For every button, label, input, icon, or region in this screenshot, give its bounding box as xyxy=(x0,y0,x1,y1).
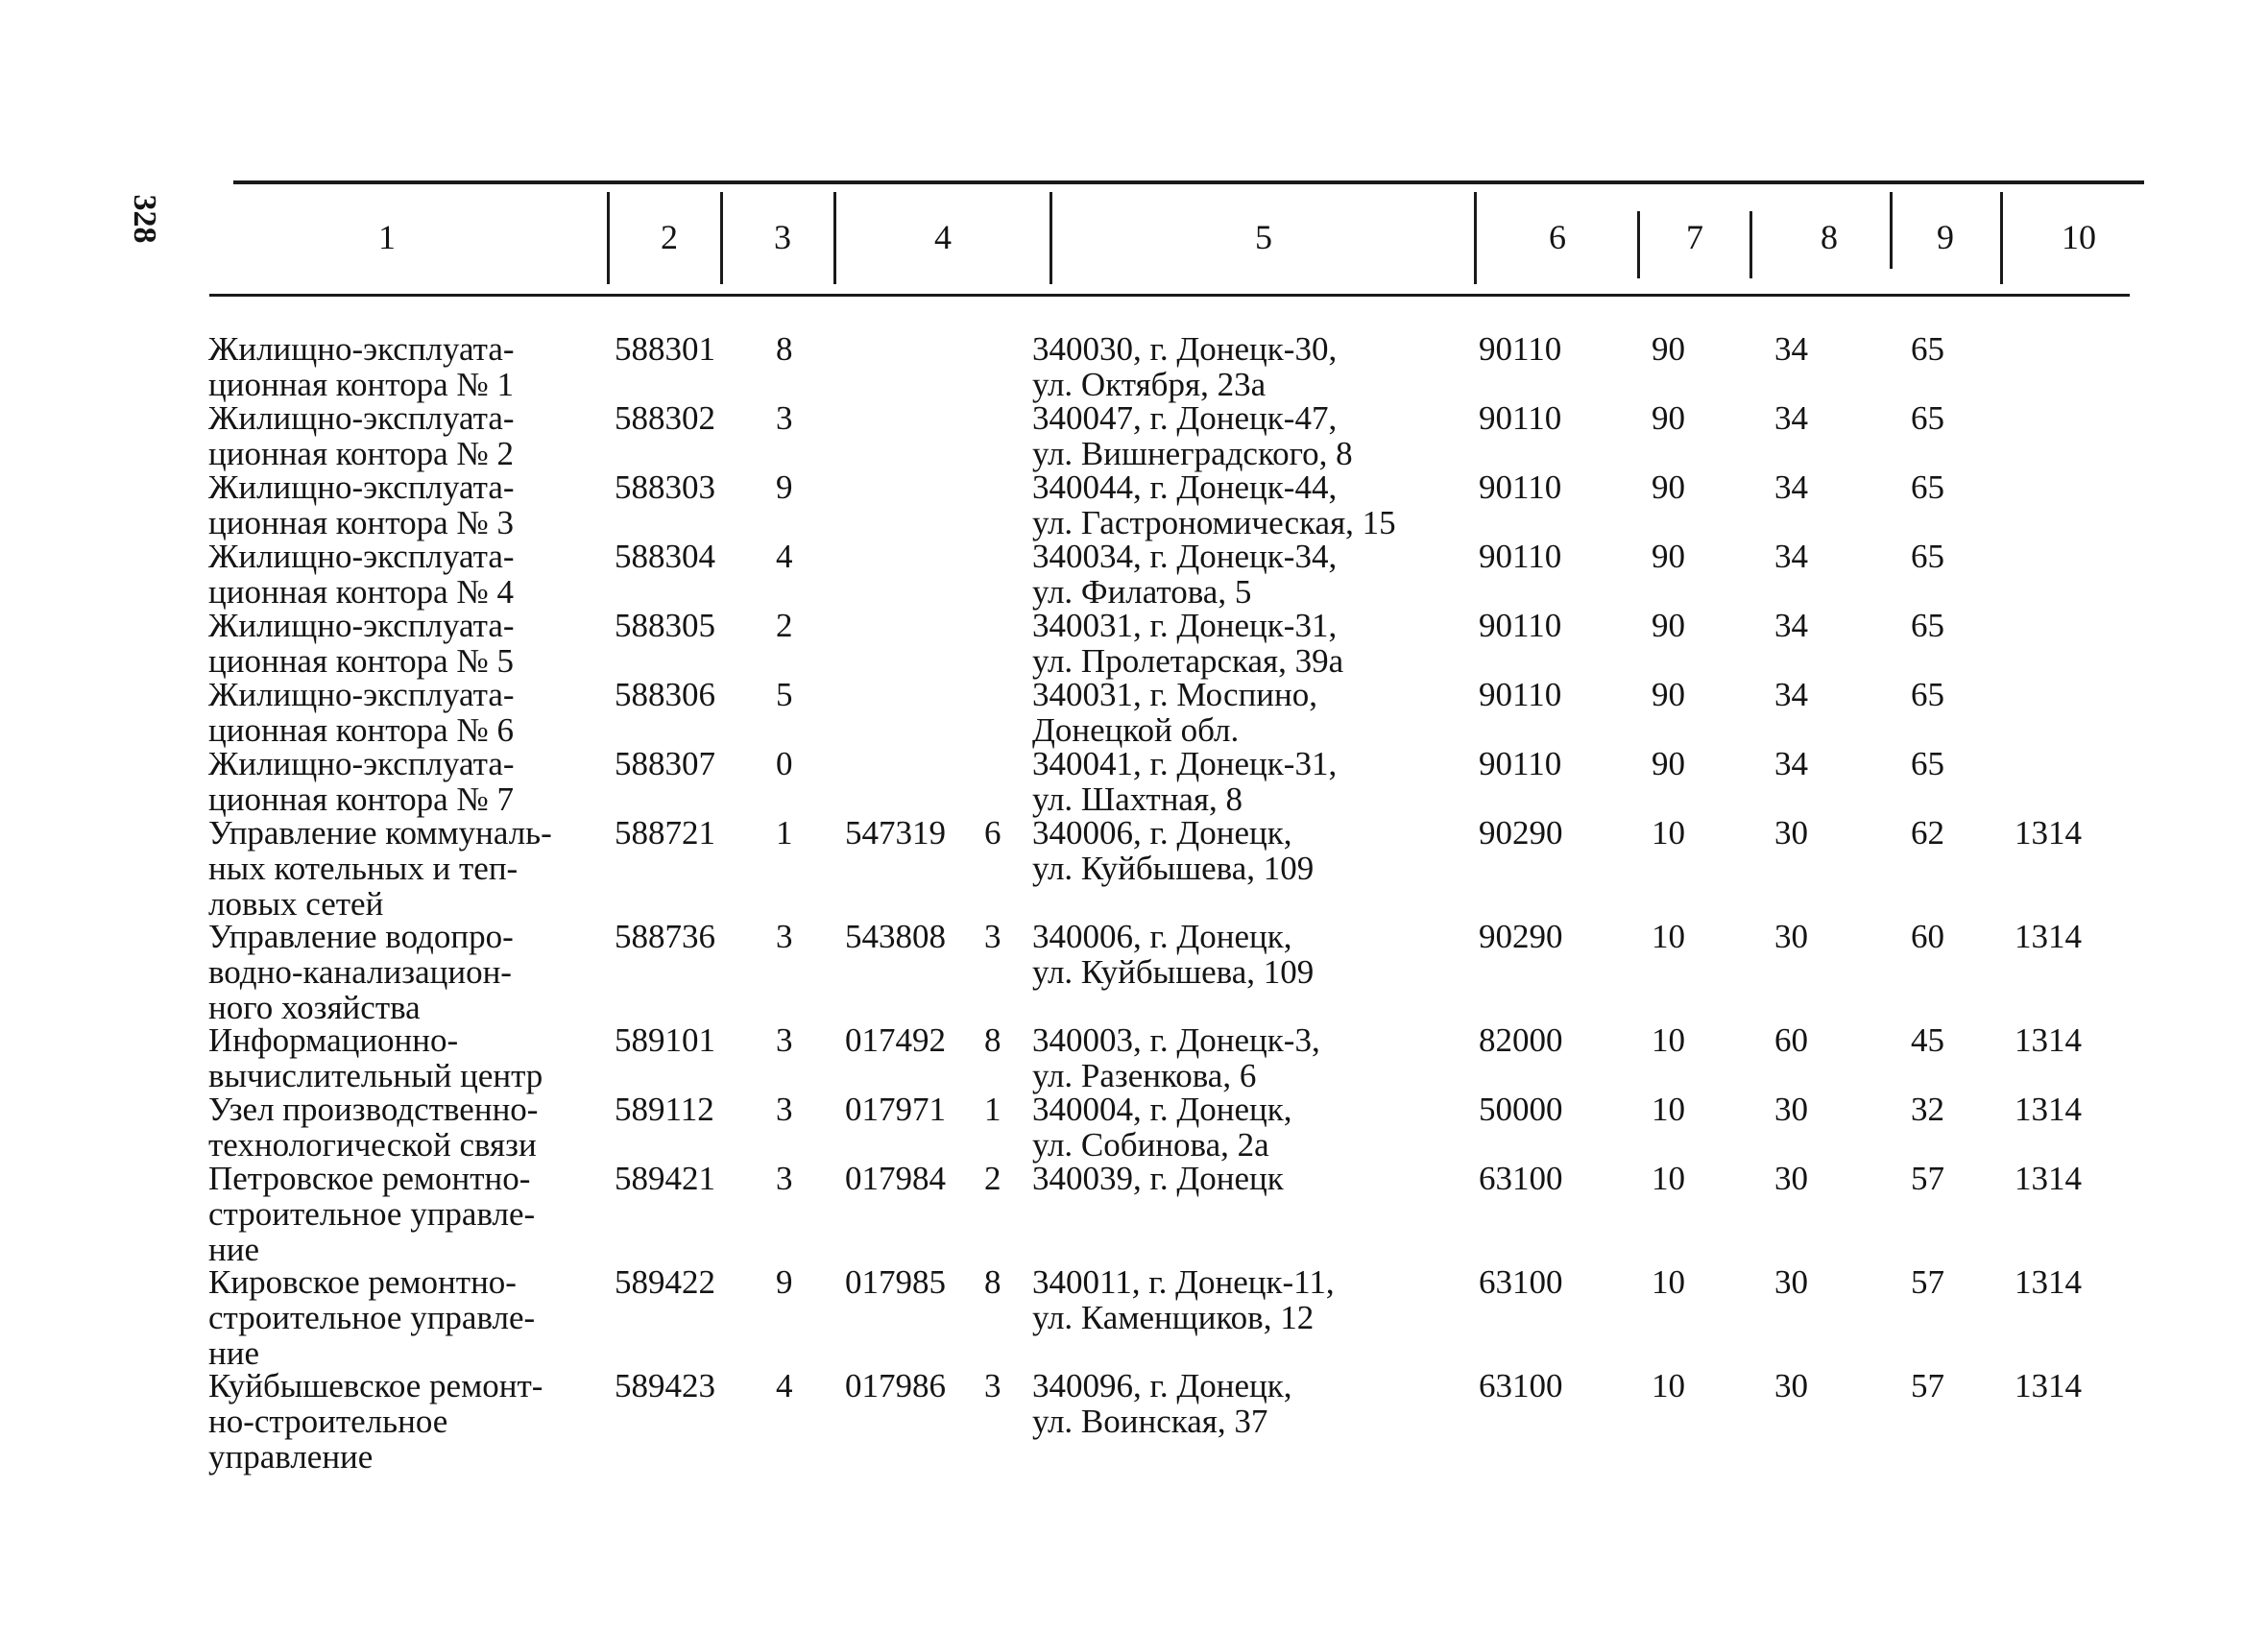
enterprise-check-digit: 4 xyxy=(776,538,793,575)
column-header: 3 xyxy=(774,218,791,256)
col-9-value: 65 xyxy=(1911,330,1944,368)
okpo-code: 017986 xyxy=(845,1367,946,1404)
address-line: 340034, г. Донецк-34, xyxy=(1032,538,1338,575)
col-7-value: 90 xyxy=(1652,607,1685,644)
col-6-value: 90290 xyxy=(1479,918,1563,955)
address-line: ул. Гастрономическая, 15 xyxy=(1032,504,1396,541)
enterprise-check-digit: 1 xyxy=(776,814,793,852)
col-6-value: 90110 xyxy=(1479,399,1562,437)
org-name-line: Жилищно-эксплуата- xyxy=(208,468,515,506)
header-divider xyxy=(607,192,610,284)
enterprise-code: 588303 xyxy=(615,468,715,506)
enterprise-check-digit: 4 xyxy=(776,1367,793,1404)
col-6-value: 90290 xyxy=(1479,814,1563,852)
enterprise-check-digit: 3 xyxy=(776,1021,793,1059)
org-name-line: Жилищно-эксплуата- xyxy=(208,538,515,575)
org-name-line: ционная контора № 7 xyxy=(208,780,515,818)
org-name-line: Узел производственно- xyxy=(208,1091,539,1128)
enterprise-code: 588302 xyxy=(615,399,715,437)
enterprise-code: 589112 xyxy=(615,1091,714,1128)
col-9-value: 45 xyxy=(1911,1021,1944,1059)
col-6-value: 82000 xyxy=(1479,1021,1563,1059)
org-name-line: ционная контора № 5 xyxy=(208,642,515,680)
okpo-check-digit: 1 xyxy=(984,1091,1001,1128)
address-line: 340006, г. Донецк, xyxy=(1032,918,1292,955)
col-9-value: 65 xyxy=(1911,607,1944,644)
col-10-value: 1314 xyxy=(2015,1367,2082,1404)
col-8-value: 30 xyxy=(1774,918,1808,955)
header-bottom-rule xyxy=(209,294,2130,297)
col-10-value: 1314 xyxy=(2015,1263,2082,1301)
col-7-value: 90 xyxy=(1652,538,1685,575)
org-name-line: но-строительное xyxy=(208,1403,448,1440)
col-8-value: 34 xyxy=(1774,538,1808,575)
column-header: 7 xyxy=(1686,218,1703,256)
enterprise-code: 589423 xyxy=(615,1367,715,1404)
col-7-value: 10 xyxy=(1652,814,1685,852)
org-name-line: ловых сетей xyxy=(208,885,384,923)
org-name-line: ного хозяйства xyxy=(208,989,421,1026)
header-divider xyxy=(1474,192,1477,284)
org-name-line: ционная контора № 1 xyxy=(208,366,515,403)
column-header: 1 xyxy=(378,218,396,256)
col-9-value: 32 xyxy=(1911,1091,1944,1128)
okpo-code: 017985 xyxy=(845,1263,946,1301)
address-line: 340096, г. Донецк, xyxy=(1032,1367,1292,1404)
org-name-line: Жилищно-эксплуата- xyxy=(208,676,515,713)
col-7-value: 10 xyxy=(1652,1263,1685,1301)
col-9-value: 65 xyxy=(1911,399,1944,437)
address-line: ул. Каменщиков, 12 xyxy=(1032,1299,1315,1336)
col-8-value: 60 xyxy=(1774,1021,1808,1059)
enterprise-check-digit: 3 xyxy=(776,918,793,955)
org-name-line: ционная контора № 4 xyxy=(208,573,515,611)
address-line: ул. Собинова, 2а xyxy=(1032,1126,1269,1164)
org-name-line: Информационно- xyxy=(208,1021,459,1059)
col-6-value: 90110 xyxy=(1479,468,1562,506)
col-8-value: 34 xyxy=(1774,399,1808,437)
enterprise-code: 588305 xyxy=(615,607,715,644)
address-line: 340011, г. Донецк-11, xyxy=(1032,1263,1335,1301)
enterprise-check-digit: 3 xyxy=(776,1091,793,1128)
org-name-line: Петровское ремонтно- xyxy=(208,1160,531,1197)
col-8-value: 34 xyxy=(1774,607,1808,644)
address-line: ул. Вишнеградского, 8 xyxy=(1032,435,1353,472)
address-line: 340039, г. Донецк xyxy=(1032,1160,1284,1197)
org-name-line: ние xyxy=(208,1334,259,1372)
org-name-line: строительное управле- xyxy=(208,1299,536,1336)
enterprise-check-digit: 5 xyxy=(776,676,793,713)
address-line: 340047, г. Донецк-47, xyxy=(1032,399,1338,437)
org-name-line: Кировское ремонтно- xyxy=(208,1263,517,1301)
col-8-value: 30 xyxy=(1774,814,1808,852)
col-8-value: 30 xyxy=(1774,1091,1808,1128)
col-8-value: 30 xyxy=(1774,1367,1808,1404)
address-line: 340004, г. Донецк, xyxy=(1032,1091,1292,1128)
col-6-value: 50000 xyxy=(1479,1091,1563,1128)
column-header: 9 xyxy=(1937,218,1954,256)
okpo-check-digit: 3 xyxy=(984,918,1001,955)
org-name-line: ние xyxy=(208,1231,259,1268)
address-line: 340031, г. Моспино, xyxy=(1032,676,1318,713)
col-7-value: 90 xyxy=(1652,330,1685,368)
col-10-value: 1314 xyxy=(2015,1021,2082,1059)
enterprise-code: 589101 xyxy=(615,1021,715,1059)
org-name-line: Управление водопро- xyxy=(208,918,514,955)
address-line: ул. Октября, 23а xyxy=(1032,366,1267,403)
enterprise-check-digit: 9 xyxy=(776,468,793,506)
address-line: 340030, г. Донецк-30, xyxy=(1032,330,1338,368)
col-10-value: 1314 xyxy=(2015,918,2082,955)
okpo-check-digit: 2 xyxy=(984,1160,1001,1197)
header-divider xyxy=(1749,211,1752,278)
address-line: 340006, г. Донецк, xyxy=(1032,814,1292,852)
okpo-code: 543808 xyxy=(845,918,946,955)
org-name-line: вычислительный центр xyxy=(208,1057,543,1094)
org-name-line: ционная контора № 3 xyxy=(208,504,515,541)
col-9-value: 62 xyxy=(1911,814,1944,852)
col-6-value: 90110 xyxy=(1479,330,1562,368)
enterprise-check-digit: 3 xyxy=(776,399,793,437)
header-divider xyxy=(720,192,723,284)
okpo-code: 547319 xyxy=(845,814,946,852)
column-header: 2 xyxy=(661,218,678,256)
col-7-value: 90 xyxy=(1652,676,1685,713)
okpo-check-digit: 8 xyxy=(984,1021,1001,1059)
header-divider xyxy=(833,192,836,284)
address-line: 340041, г. Донецк-31, xyxy=(1032,745,1338,782)
col-7-value: 90 xyxy=(1652,468,1685,506)
top-rule xyxy=(233,180,2144,184)
col-9-value: 57 xyxy=(1911,1160,1944,1197)
col-7-value: 90 xyxy=(1652,399,1685,437)
col-7-value: 10 xyxy=(1652,1021,1685,1059)
org-name-line: Управление коммуналь- xyxy=(208,814,552,852)
col-6-value: 90110 xyxy=(1479,745,1562,782)
enterprise-check-digit: 8 xyxy=(776,330,793,368)
col-9-value: 65 xyxy=(1911,468,1944,506)
col-8-value: 30 xyxy=(1774,1160,1808,1197)
org-name-line: Жилищно-эксплуата- xyxy=(208,399,515,437)
org-name-line: водно-канализацион- xyxy=(208,953,512,991)
col-9-value: 65 xyxy=(1911,538,1944,575)
address-line: ул. Воинская, 37 xyxy=(1032,1403,1268,1440)
enterprise-code: 588304 xyxy=(615,538,715,575)
column-header: 8 xyxy=(1821,218,1838,256)
col-9-value: 60 xyxy=(1911,918,1944,955)
column-header: 6 xyxy=(1549,218,1566,256)
col-9-value: 57 xyxy=(1911,1367,1944,1404)
col-8-value: 34 xyxy=(1774,468,1808,506)
col-7-value: 10 xyxy=(1652,1367,1685,1404)
enterprise-code: 589421 xyxy=(615,1160,715,1197)
address-line: ул. Пролетарская, 39а xyxy=(1032,642,1344,680)
okpo-code: 017492 xyxy=(845,1021,946,1059)
enterprise-check-digit: 0 xyxy=(776,745,793,782)
col-9-value: 65 xyxy=(1911,676,1944,713)
okpo-check-digit: 6 xyxy=(984,814,1001,852)
col-6-value: 90110 xyxy=(1479,538,1562,575)
org-name-line: технологической связи xyxy=(208,1126,537,1164)
org-name-line: ционная контора № 2 xyxy=(208,435,515,472)
header-divider xyxy=(1890,192,1893,269)
col-6-value: 63100 xyxy=(1479,1160,1563,1197)
col-6-value: 90110 xyxy=(1479,676,1562,713)
col-9-value: 65 xyxy=(1911,745,1944,782)
okpo-code: 017984 xyxy=(845,1160,946,1197)
col-7-value: 10 xyxy=(1652,1091,1685,1128)
org-name-line: Жилищно-эксплуата- xyxy=(208,330,515,368)
col-6-value: 90110 xyxy=(1479,607,1562,644)
column-header: 4 xyxy=(934,218,952,256)
col-7-value: 90 xyxy=(1652,745,1685,782)
enterprise-check-digit: 3 xyxy=(776,1160,793,1197)
org-name-line: Жилищно-эксплуата- xyxy=(208,745,515,782)
address-line: ул. Филатова, 5 xyxy=(1032,573,1252,611)
enterprise-code: 588301 xyxy=(615,330,715,368)
col-10-value: 1314 xyxy=(2015,1091,2082,1128)
address-line: ул. Куйбышева, 109 xyxy=(1032,953,1315,991)
col-8-value: 34 xyxy=(1774,330,1808,368)
org-name-line: Жилищно-эксплуата- xyxy=(208,607,515,644)
col-8-value: 30 xyxy=(1774,1263,1808,1301)
col-6-value: 63100 xyxy=(1479,1263,1563,1301)
org-name-line: ных котельных и теп- xyxy=(208,850,519,887)
col-10-value: 1314 xyxy=(2015,1160,2082,1197)
address-line: ул. Куйбышева, 109 xyxy=(1032,850,1315,887)
org-name-line: ционная контора № 6 xyxy=(208,711,515,749)
address-line: 340003, г. Донецк-3, xyxy=(1032,1021,1320,1059)
column-header: 5 xyxy=(1255,218,1272,256)
enterprise-code: 588721 xyxy=(615,814,715,852)
org-name-line: Куйбышевское ремонт- xyxy=(208,1367,543,1404)
address-line: ул. Шахтная, 8 xyxy=(1032,780,1243,818)
address-line: 340031, г. Донецк-31, xyxy=(1032,607,1338,644)
header-divider xyxy=(1050,192,1052,284)
okpo-code: 017971 xyxy=(845,1091,946,1128)
org-name-line: управление xyxy=(208,1438,374,1476)
header-divider xyxy=(1637,211,1640,278)
enterprise-code: 588306 xyxy=(615,676,715,713)
org-name-line: строительное управле- xyxy=(208,1195,536,1233)
column-header: 10 xyxy=(2062,218,2096,256)
col-7-value: 10 xyxy=(1652,918,1685,955)
address-line: Донецкой обл. xyxy=(1032,711,1240,749)
enterprise-code: 589422 xyxy=(615,1263,715,1301)
header-divider xyxy=(2000,192,2003,284)
col-8-value: 34 xyxy=(1774,676,1808,713)
col-6-value: 63100 xyxy=(1479,1367,1563,1404)
okpo-check-digit: 8 xyxy=(984,1263,1001,1301)
address-line: 340044, г. Донецк-44, xyxy=(1032,468,1338,506)
col-8-value: 34 xyxy=(1774,745,1808,782)
col-9-value: 57 xyxy=(1911,1263,1944,1301)
address-line: ул. Разенкова, 6 xyxy=(1032,1057,1257,1094)
col-10-value: 1314 xyxy=(2015,814,2082,852)
enterprise-check-digit: 9 xyxy=(776,1263,793,1301)
enterprise-check-digit: 2 xyxy=(776,607,793,644)
col-7-value: 10 xyxy=(1652,1160,1685,1197)
page-number: 328 xyxy=(127,194,162,244)
enterprise-code: 588736 xyxy=(615,918,715,955)
enterprise-code: 588307 xyxy=(615,745,715,782)
okpo-check-digit: 3 xyxy=(984,1367,1001,1404)
